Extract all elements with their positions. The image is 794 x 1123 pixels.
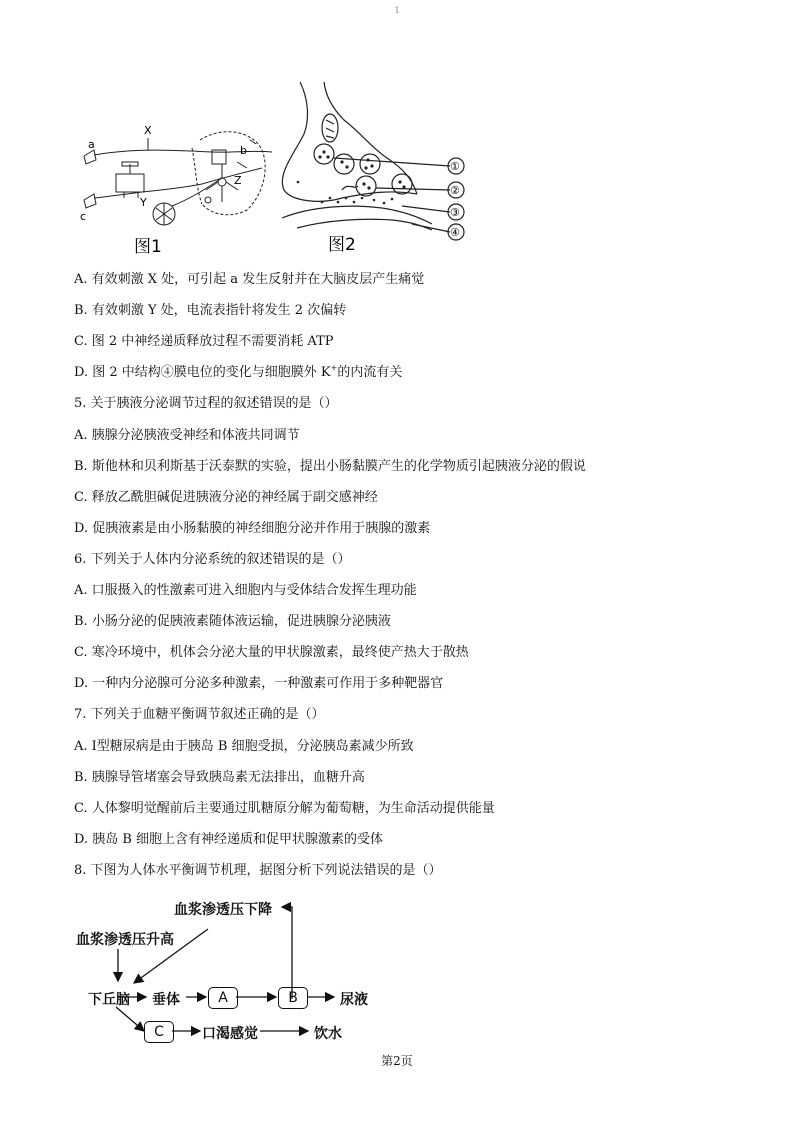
node-pituitary: 垂体 xyxy=(152,992,180,1008)
fig2-num-3: ③ xyxy=(450,206,460,219)
fig1-caption: 图1 xyxy=(134,237,162,257)
node-plasma-up: 血浆渗透压升高 xyxy=(76,932,174,948)
fig1-label-x: X xyxy=(144,124,152,137)
node-thirst: 口渴感觉 xyxy=(202,1026,258,1042)
q6-option-b: B. 小肠分泌的促胰液素随体液运输，促进胰腺分泌胰液 xyxy=(74,614,391,629)
fig2-num-4: ④ xyxy=(450,226,460,239)
q6-option-a: A. 口服摄入的性激素可进入细胞内与受体结合发挥生理功能 xyxy=(74,583,417,598)
q5-option-a: A. 胰腺分泌胰液受神经和体液共同调节 xyxy=(74,428,300,443)
fig2-num-1: ① xyxy=(450,160,460,173)
fig1-label-z: Z xyxy=(234,174,242,187)
q6-stem: 6. 下列关于人体内分泌系统的叙述错误的是（） xyxy=(74,552,351,567)
node-urine: 尿液 xyxy=(340,992,368,1008)
q7-stem: 7. 下列关于血糖平衡调节叙述正确的是（） xyxy=(74,707,325,722)
q4-option-b: B. 有效刺激 Y 处，电流表指针将发生 2 次偏转 xyxy=(74,303,347,318)
figure-area xyxy=(72,78,492,258)
water-balance-flowchart xyxy=(72,893,432,1053)
fig2-num-2: ② xyxy=(450,184,460,197)
box-b: B xyxy=(278,987,308,1009)
fig2-caption: 图2 xyxy=(328,235,356,255)
q5-stem: 5. 关于胰液分泌调节过程的叙述错误的是（） xyxy=(74,396,338,411)
q7-option-d: D. 胰岛 B 细胞上含有神经递质和促甲状腺激素的受体 xyxy=(74,832,384,847)
fig2 xyxy=(282,82,464,240)
fig1-label-b: b xyxy=(240,144,247,157)
node-drink: 饮水 xyxy=(314,1026,342,1042)
fig1-label-a: a xyxy=(88,138,95,151)
q8-stem: 8. 下图为人体水平衡调节机理，据图分析下列说法错误的是（） xyxy=(74,863,442,878)
q5-option-b: B. 斯他林和贝利斯基于沃泰默的实验，提出小肠黏膜产生的化学物质引起胰液分泌的假说 xyxy=(74,459,586,474)
box-c: C xyxy=(144,1021,174,1043)
page-footer: 第2页 xyxy=(381,1054,413,1068)
q4-option-d-sup: + xyxy=(330,363,338,373)
q6-option-d: D. 一种内分泌腺可分泌多种激素，一种激素可作用于多种靶器官 xyxy=(74,676,444,691)
node-plasma-down: 血浆渗透压下降 xyxy=(174,902,272,918)
q7-option-a: A. Ⅰ型糖尿病是由于胰岛 B 细胞受损，分泌胰岛素减少所致 xyxy=(74,739,414,754)
q4-option-a: A. 有效刺激 X 处，可引起 a 发生反射并在大脑皮层产生痛觉 xyxy=(74,272,425,287)
fig1-label-c: c xyxy=(80,210,87,223)
node-hypothalamus: 下丘脑 xyxy=(88,992,130,1008)
q5-option-d: D. 促胰液素是由小肠黏膜的神经细胞分泌并作用于胰腺的激素 xyxy=(74,521,431,536)
box-a: A xyxy=(208,987,238,1009)
q7-option-c: C. 人体黎明觉醒前后主要通过肌糖原分解为葡萄糖，为生命活动提供能量 xyxy=(74,801,495,816)
q7-option-b: B. 胰腺导管堵塞会导致胰岛素无法排出，血糖升高 xyxy=(74,770,365,785)
fig1-fig2-diagram xyxy=(72,78,492,258)
q4-option-d-pre: D. 图 2 中结构④膜电位的变化与细胞膜外 K xyxy=(74,365,331,380)
q6-option-c: C. 寒冷环境中，机体会分泌大量的甲状腺激素，最终使产热大于散热 xyxy=(74,645,469,660)
q5-option-c: C. 释放乙酰胆碱促进胰液分泌的神经属于副交感神经 xyxy=(74,490,378,505)
fig1-label-y: Y xyxy=(140,196,147,209)
q4-option-d-post: 的内流有关 xyxy=(337,365,403,380)
q4-option-d xyxy=(74,365,402,381)
q4-option-c: C. 图 2 中神经递质释放过程不需要消耗 ATP xyxy=(74,334,334,349)
page-mark: 1 xyxy=(394,6,400,15)
